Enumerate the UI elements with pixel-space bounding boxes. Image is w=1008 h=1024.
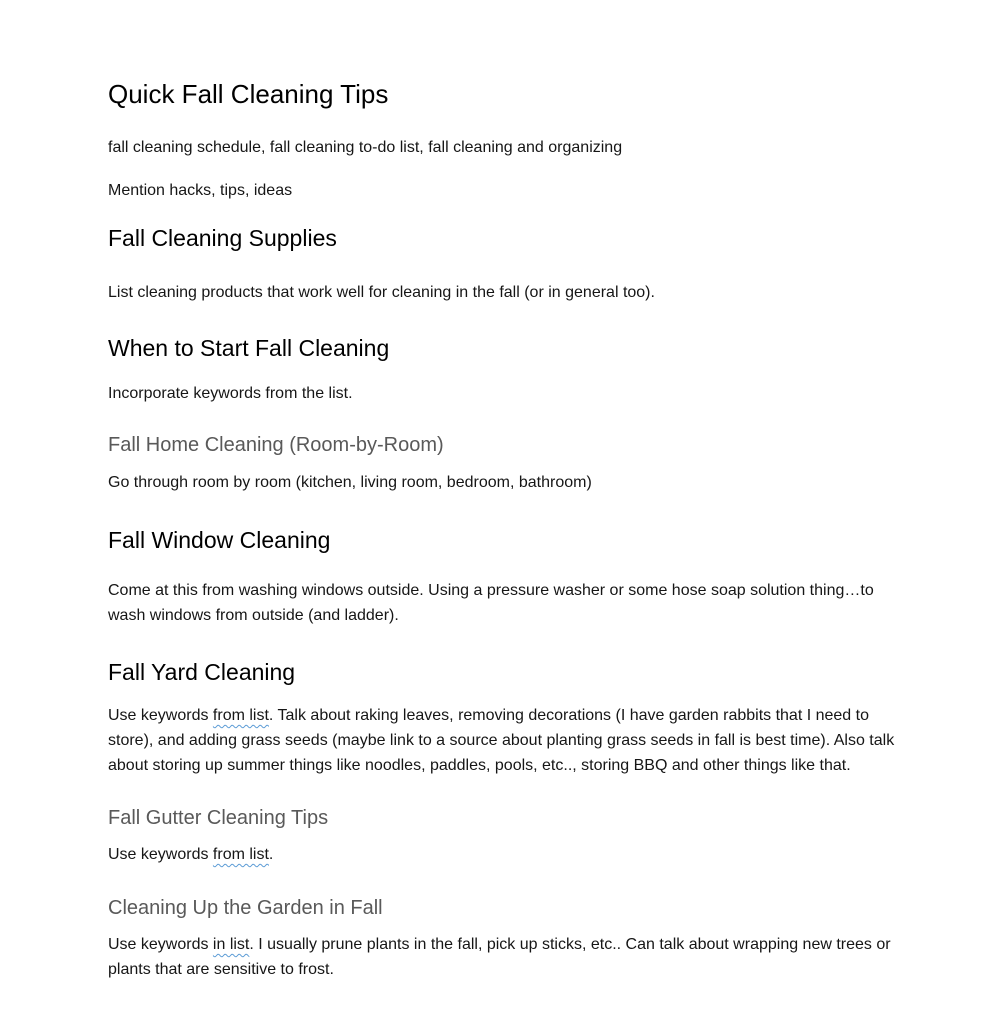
garden-text-pre: Use keywords xyxy=(108,936,213,953)
heading-yard-cleaning: Fall Yard Cleaning xyxy=(108,659,296,685)
garden-text-post: . I usually prune plants in the fall, pick up sticks, etc.. Can talk about wrapping new trees or plants that are sensitive to frost. xyxy=(108,936,891,978)
when-to-start-paragraph: Incorporate keywords from the list. xyxy=(108,385,353,402)
window-paragraph: Come at this from washing windows outside. Using a pressure washer or some hose soap solution thing…to wash windows from outside (and ladder). xyxy=(108,582,874,624)
intro-keywords-line: fall cleaning schedule, fall cleaning to-do list, fall cleaning and organizing xyxy=(108,139,623,156)
gutter-text-pre: Use keywords xyxy=(108,846,213,863)
heading-gutter-cleaning: Fall Gutter Cleaning Tips xyxy=(108,807,329,829)
heading-room-by-room: Fall Home Cleaning (Room-by-Room) xyxy=(108,434,444,456)
gutter-text-post: . xyxy=(268,846,274,863)
room-by-room-paragraph: Go through room by room (kitchen, living room, bedroom, bathroom) xyxy=(108,474,592,491)
heading-window-cleaning: Fall Window Cleaning xyxy=(108,527,331,553)
yard-paragraph xyxy=(108,703,908,778)
heading-fall-cleaning-supplies: Fall Cleaning Supplies xyxy=(108,225,337,251)
yard-text-post: . Talk about raking leaves, removing decorations (I have garden rabbits that I need to store), and adding grass seeds (maybe link to a source about planting grass seeds in fall is best time). Also talk about storing up summer things like noodles, paddles, pools, etc.., storing BBQ and other things like that. xyxy=(108,707,895,774)
grammar-suggestion-underline[interactable]: from list xyxy=(212,846,269,863)
heading-when-to-start: When to Start Fall Cleaning xyxy=(108,335,390,361)
grammar-suggestion-underline[interactable]: in list xyxy=(212,936,250,953)
gutter-paragraph xyxy=(108,842,908,867)
yard-text-pre: Use keywords xyxy=(108,707,213,724)
garden-paragraph xyxy=(108,932,908,982)
heading-garden-cleanup: Cleaning Up the Garden in Fall xyxy=(108,897,383,919)
grammar-suggestion-underline[interactable]: from list xyxy=(212,707,269,724)
intro-mention-line: Mention hacks, tips, ideas xyxy=(108,182,293,199)
supplies-paragraph: List cleaning products that work well for cleaning in the fall (or in general too). xyxy=(108,284,655,301)
doc-title: Quick Fall Cleaning Tips xyxy=(108,79,389,109)
